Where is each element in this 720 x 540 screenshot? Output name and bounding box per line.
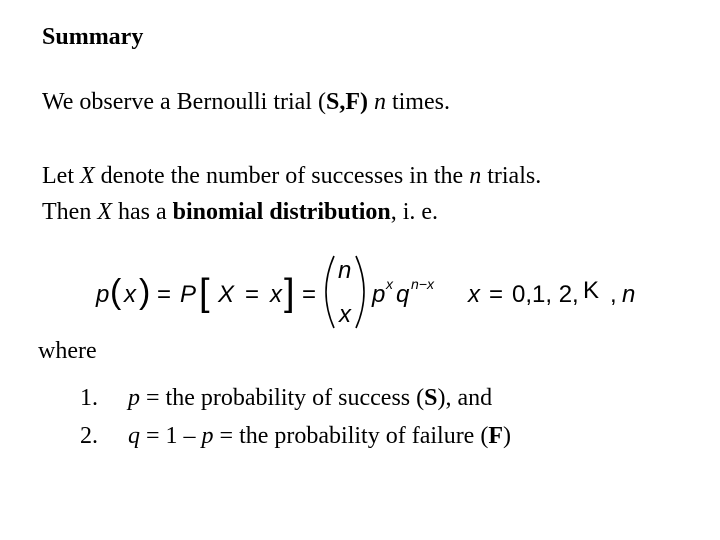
text-segment: , i. e.	[390, 199, 439, 225]
var-q: q	[128, 423, 140, 449]
binom-bottom: x	[339, 301, 351, 328]
range-K: K	[583, 277, 600, 304]
formula-lhs-x: x	[124, 281, 136, 308]
formula-bracket-open: [	[199, 272, 210, 314]
text-segment: We observe a Bernoulli trial (	[42, 89, 326, 115]
formula-p-exp: x	[386, 276, 393, 292]
formula-paren-open: (	[110, 273, 122, 311]
binom-paren-right	[356, 256, 364, 328]
formula-X: X	[218, 281, 235, 308]
binomial-formula	[0, 252, 720, 334]
text-segment: has a	[111, 199, 173, 225]
list-item-2-number: 2.	[80, 423, 98, 449]
formula-eq3: =	[302, 281, 317, 308]
var-p: p	[201, 423, 214, 449]
text-segment: ), and	[437, 385, 493, 411]
formula-q-exp: n−x	[411, 276, 434, 292]
binomial-bold: binomial distribution	[172, 199, 391, 225]
binom-paren-left	[326, 256, 334, 328]
sf-bold: S,F)	[325, 89, 368, 115]
x-italic: X	[97, 199, 112, 225]
range-comma: ,	[610, 281, 617, 308]
formula-paren-close: )	[139, 273, 151, 311]
range-eq: =	[489, 281, 504, 308]
formula-p: p	[372, 281, 386, 308]
binomial-sentence	[42, 196, 438, 228]
s-bold: S	[424, 385, 438, 411]
formula-bracket-close: ]	[284, 272, 295, 314]
binom-top: n	[338, 257, 352, 284]
text-segment: = the probability of failure (	[213, 423, 489, 449]
f-bold: F	[488, 423, 503, 449]
range-n: n	[622, 281, 636, 308]
text-segment: = 1 –	[140, 423, 202, 449]
text-segment: Let	[42, 163, 80, 189]
formula-svg	[0, 252, 720, 334]
formula-lhs-p: p	[96, 281, 110, 308]
formula-q: q	[396, 281, 410, 308]
bernoulli-sentence	[42, 86, 450, 118]
text-segment: )	[503, 423, 511, 449]
list-item-1-number: 1.	[80, 385, 98, 411]
list-item-1	[128, 385, 492, 412]
var-p: p	[128, 385, 140, 411]
n-italic: n	[373, 89, 386, 115]
text-segment: Then	[42, 199, 98, 225]
formula-P: P	[180, 281, 197, 308]
random-variable-sentence	[42, 160, 541, 192]
formula-x2: x	[270, 281, 282, 308]
list-item-2	[128, 423, 511, 450]
range-x: x	[468, 281, 480, 308]
text-segment: denote the number of successes in the	[94, 163, 470, 189]
text-segment: = the probability of success (	[140, 385, 425, 411]
formula-eq2: =	[245, 281, 260, 308]
n-italic: n	[469, 163, 482, 189]
where-label: where	[38, 338, 97, 364]
x-italic: X	[79, 163, 95, 189]
formula-eq: =	[157, 281, 172, 308]
text-segment: trials.	[481, 163, 542, 189]
slide-title: Summary	[42, 24, 144, 50]
text-segment: times.	[385, 89, 450, 115]
range-values: 0,1, 2,	[512, 281, 579, 308]
